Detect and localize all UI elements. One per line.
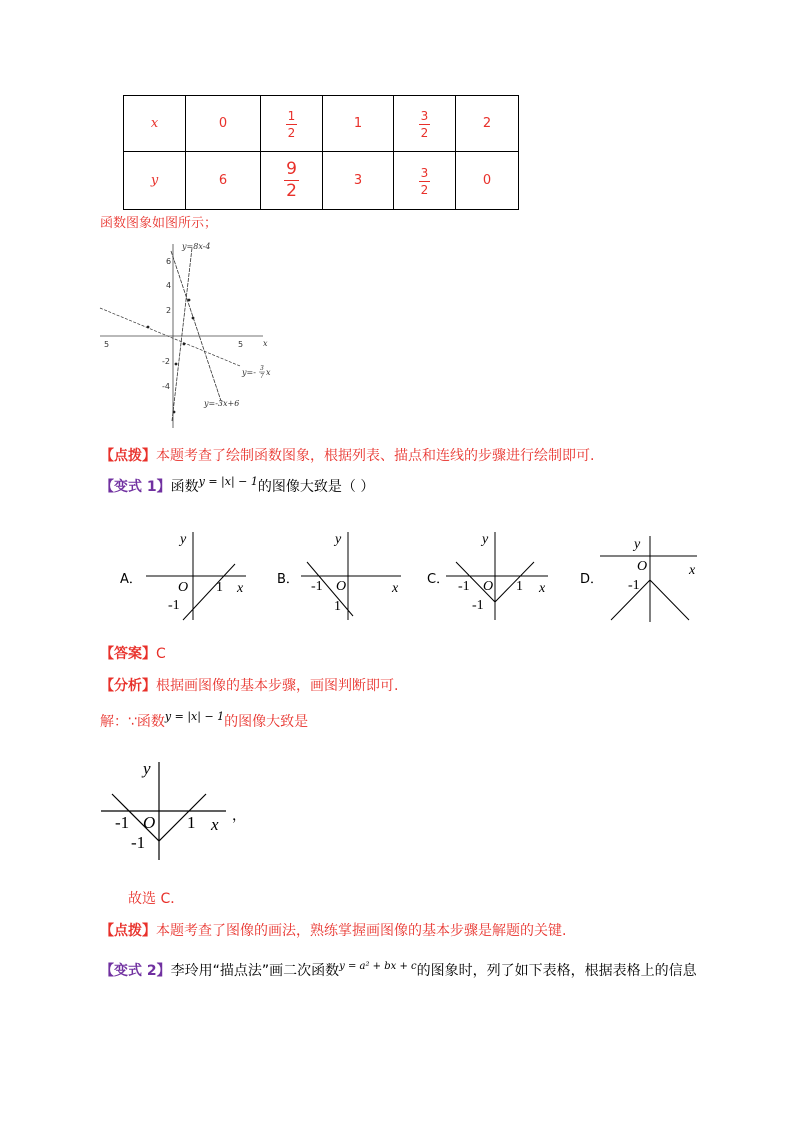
cell-y-4: 0	[456, 152, 519, 210]
label-neg1: -1	[168, 598, 180, 613]
variant2-paragraph	[100, 960, 697, 980]
cell-y-label: y	[124, 152, 186, 210]
label-neg1-y: -1	[131, 833, 146, 852]
option-b-graph[interactable]	[295, 528, 410, 623]
tick-y-4: 4	[166, 281, 172, 290]
answer-tag: 【答案】	[100, 646, 156, 662]
line1-label: y=8x-4	[182, 242, 211, 251]
label-neg1: -1	[311, 579, 323, 594]
label-neg1: -1	[628, 578, 640, 593]
cell-y-0: 6	[186, 152, 261, 210]
variant-tag: 【变式 2】	[100, 963, 171, 979]
tip-text: 本题考查了图像的画法，熟练掌握画图像的基本步骤是解题的关键.	[156, 923, 567, 939]
variant-text-before: 李玲用“描点法”画二次函数	[170, 963, 340, 979]
option-a-letter[interactable]: A．	[120, 572, 142, 587]
cell-y-3	[394, 152, 456, 210]
cell-x-1	[261, 96, 323, 152]
y-label: y	[335, 532, 342, 547]
x-label: x	[392, 581, 399, 596]
variant-text-after: 的图象时，列了如下表格，根据表格上的信息	[416, 963, 697, 979]
x-axis-label: x	[263, 339, 268, 348]
variant-text-before: 函数	[170, 479, 199, 495]
solution-comma: ，	[232, 809, 246, 824]
cell-x-3	[394, 96, 456, 152]
frac-den: 2	[420, 182, 429, 197]
tip-tag: 【点拨】	[100, 448, 156, 464]
variant1-paragraph	[100, 476, 374, 496]
formula: y = a² + bx + c	[339, 961, 417, 972]
tick-y-n4: -4	[162, 382, 170, 391]
option-c-graph[interactable]	[442, 528, 557, 623]
tip-paragraph-1	[100, 445, 594, 465]
option-a-graph[interactable]	[140, 528, 255, 623]
frac-num: 1	[287, 108, 296, 123]
analysis-text: 根据画图像的基本步骤，画图判断即可.	[156, 678, 399, 694]
line2-label-suffix: x	[266, 368, 271, 377]
answer-text: C	[156, 646, 166, 662]
y-label: y	[482, 532, 489, 547]
plot-point	[192, 317, 195, 320]
analysis-tag: 【分析】	[100, 678, 156, 694]
origin-label: O	[178, 580, 189, 595]
label-neg1-y: -1	[472, 598, 484, 613]
solution-paragraph	[100, 711, 308, 731]
line2-label-prefix: y=-	[242, 368, 256, 377]
x-label: x	[539, 581, 546, 596]
plot-point	[147, 326, 150, 329]
plot-point	[173, 411, 176, 414]
tick-y-6: 6	[166, 257, 172, 266]
graph-line	[183, 564, 235, 620]
value-table	[123, 95, 519, 210]
graph-caption: 函数图象如图所示；	[100, 216, 218, 231]
line-neg3x-6	[171, 251, 221, 401]
label-neg1: -1	[458, 579, 470, 594]
line3-label: y=-3x+6	[204, 399, 240, 408]
option-c-letter[interactable]: C．	[427, 572, 450, 587]
label-one: 1	[216, 580, 223, 595]
x-label: x	[689, 563, 696, 578]
cell-x-0: 0	[186, 96, 261, 152]
formula: y = |x| − 1	[198, 475, 258, 488]
variant-text-after: 的图像大致是（ ）	[257, 479, 375, 495]
line2-frac-num: 3	[260, 365, 264, 372]
y-label: y	[143, 759, 151, 778]
tick-y-2: 2	[166, 306, 172, 315]
cell-y-1	[261, 152, 323, 210]
tip-tag: 【点拨】	[100, 923, 156, 939]
cell-x-label: x	[124, 96, 186, 152]
choose-text: 故选 C．	[128, 891, 185, 907]
option-b-letter[interactable]: B．	[277, 572, 299, 587]
option-d-letter[interactable]: D．	[580, 572, 604, 587]
cell-y-2: 3	[323, 152, 394, 210]
tip-paragraph-2	[100, 920, 566, 940]
solution-prefix: 解：∵函数	[100, 714, 165, 730]
plot-point	[175, 363, 178, 366]
label-one: 1	[516, 579, 523, 594]
line-8x-4	[172, 248, 192, 421]
origin-label: O	[637, 559, 648, 574]
frac-num: 9	[286, 159, 297, 179]
cell-x-2: 1	[323, 96, 394, 152]
tick-y-n2: -2	[162, 357, 170, 366]
plot-point	[188, 299, 191, 302]
table-row-y	[124, 152, 519, 210]
line2-frac-den: 7	[260, 373, 264, 380]
frac-den: 2	[286, 181, 297, 201]
x-label: x	[237, 581, 244, 596]
option-d-graph[interactable]	[597, 532, 709, 627]
cell-x-4: 2	[456, 96, 519, 152]
tick-x-neg5: 5	[104, 340, 110, 349]
frac-den: 2	[420, 125, 429, 140]
origin-label: O	[483, 579, 494, 594]
variant-tag: 【变式 1】	[100, 479, 171, 495]
label-neg1-x: -1	[115, 813, 130, 832]
x-label: x	[211, 815, 219, 834]
label-one: 1	[187, 813, 196, 832]
origin-label: O	[143, 813, 156, 832]
function-graph	[98, 236, 288, 432]
origin-label: O	[336, 579, 347, 594]
formula: y = |x| − 1	[164, 710, 225, 723]
solution-suffix: 的图像大致是	[224, 714, 309, 730]
frac-num: 3	[420, 108, 429, 123]
answer-paragraph	[100, 643, 166, 663]
frac-den: 2	[287, 125, 296, 140]
tick-x-5: 5	[238, 340, 244, 349]
plot-point	[183, 343, 186, 346]
analysis-paragraph	[100, 675, 398, 695]
y-label: y	[634, 537, 641, 552]
tip-text: 本题考查了绘制函数图象，根据列表、描点和连线的步骤进行绘制即可.	[156, 448, 595, 464]
table-row-x	[124, 96, 519, 152]
solution-graph	[98, 752, 258, 862]
line-neg3-7x	[100, 308, 240, 366]
frac-num: 3	[420, 165, 429, 180]
label-one: 1	[334, 599, 341, 614]
y-label: y	[180, 532, 187, 547]
